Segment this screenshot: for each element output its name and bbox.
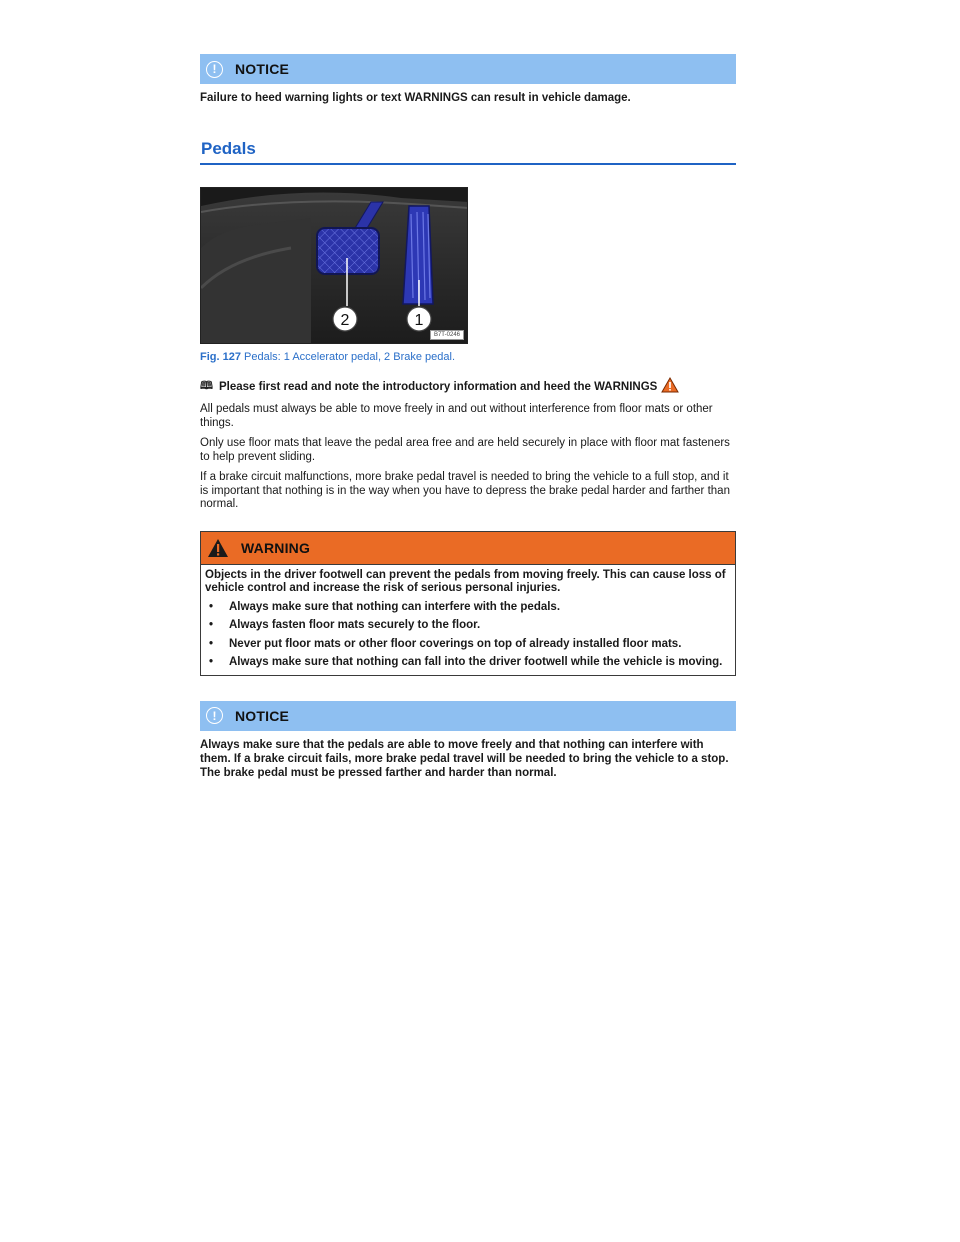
bullet-icon: •: [209, 619, 214, 631]
bullet-text: Always make sure that nothing can fall into the driver footwell while the vehicle is moving.: [229, 656, 723, 668]
callout-2: 2: [340, 312, 350, 329]
callout-1: 1: [414, 312, 424, 329]
notice-text: Failure to heed warning lights or text WARNINGS can result in vehicle damage.: [200, 92, 631, 104]
notice-box-top: [200, 54, 736, 105]
list-item: [205, 619, 731, 633]
notice-box-bottom: [200, 701, 736, 780]
pedals-photo: [200, 187, 468, 344]
figure: [200, 187, 736, 363]
notice-title: NOTICE: [235, 61, 290, 77]
paragraph-3: If a brake circuit malfunctions, more brake pedal travel is needed to bring the vehicle to a full stop, and it is important that nothing is in the way when you have to depress the brake pedal harder and farther than normal.: [200, 471, 730, 510]
warning-body: [201, 565, 735, 675]
section-heading: Pedals: [200, 139, 736, 165]
bullet-icon: •: [209, 656, 214, 668]
notice-header: [200, 54, 736, 84]
bullet-text: Never put floor mats or other floor coverings on top of already installed floor mats.: [229, 637, 682, 650]
caption-text: Pedals: 1 Accelerator pedal, 2 Brake pedal.: [244, 351, 455, 363]
figure-caption: [200, 351, 736, 363]
paragraph-1: All pedals must always be able to move freely in and out without interference from floor mats or other things.: [200, 403, 713, 429]
warning-text: Objects in the driver footwell can prevent the pedals from moving freely. This can cause loss of vehicle control and increase the risk of serious personal injuries.: [205, 568, 726, 594]
list-item: [205, 638, 731, 652]
pedals-illustration: [201, 188, 468, 344]
list-item: [205, 656, 731, 670]
bullet-icon: •: [209, 637, 214, 650]
intro-line: [200, 377, 736, 396]
bullet-text: Always make sure that nothing can interfere with the pedals.: [229, 600, 561, 613]
exclamation-circle-icon: !: [206, 61, 223, 78]
warning-box: [200, 531, 736, 676]
notice-header: [200, 701, 736, 731]
exclamation-circle-icon: !: [206, 707, 223, 724]
notice-title: NOTICE: [235, 707, 290, 724]
bullet-text: Always fasten floor mats securely to the floor.: [229, 619, 481, 631]
warning-triangle-icon: [207, 538, 229, 558]
notice-text: Always make sure that the pedals are able to move freely and that nothing can interfere with them. If a brake circuit fails, more brake pedal travel will be needed to bring the vehicle to a stop. The brake pedal must be pressed farther and harder than normal.: [200, 738, 729, 779]
figure-code: B7T-0246: [430, 330, 464, 340]
book-icon: 🕮: [200, 380, 213, 392]
warning-triangle-icon[interactable]: [661, 377, 679, 396]
warning-list: [205, 601, 731, 670]
intro-text: Please first read and note the introductory information and heed the WARNINGS: [218, 380, 658, 393]
list-item: [205, 601, 731, 615]
manual-page: [200, 0, 736, 780]
warning-header: [201, 532, 735, 565]
paragraph-2: Only use floor mats that leave the pedal area free and are held securely in place with floor mat fasteners to help prevent sliding.: [200, 437, 730, 463]
caption-label: Fig. 127: [200, 351, 241, 363]
bullet-icon: •: [209, 600, 214, 613]
warning-title: WARNING: [241, 539, 311, 556]
